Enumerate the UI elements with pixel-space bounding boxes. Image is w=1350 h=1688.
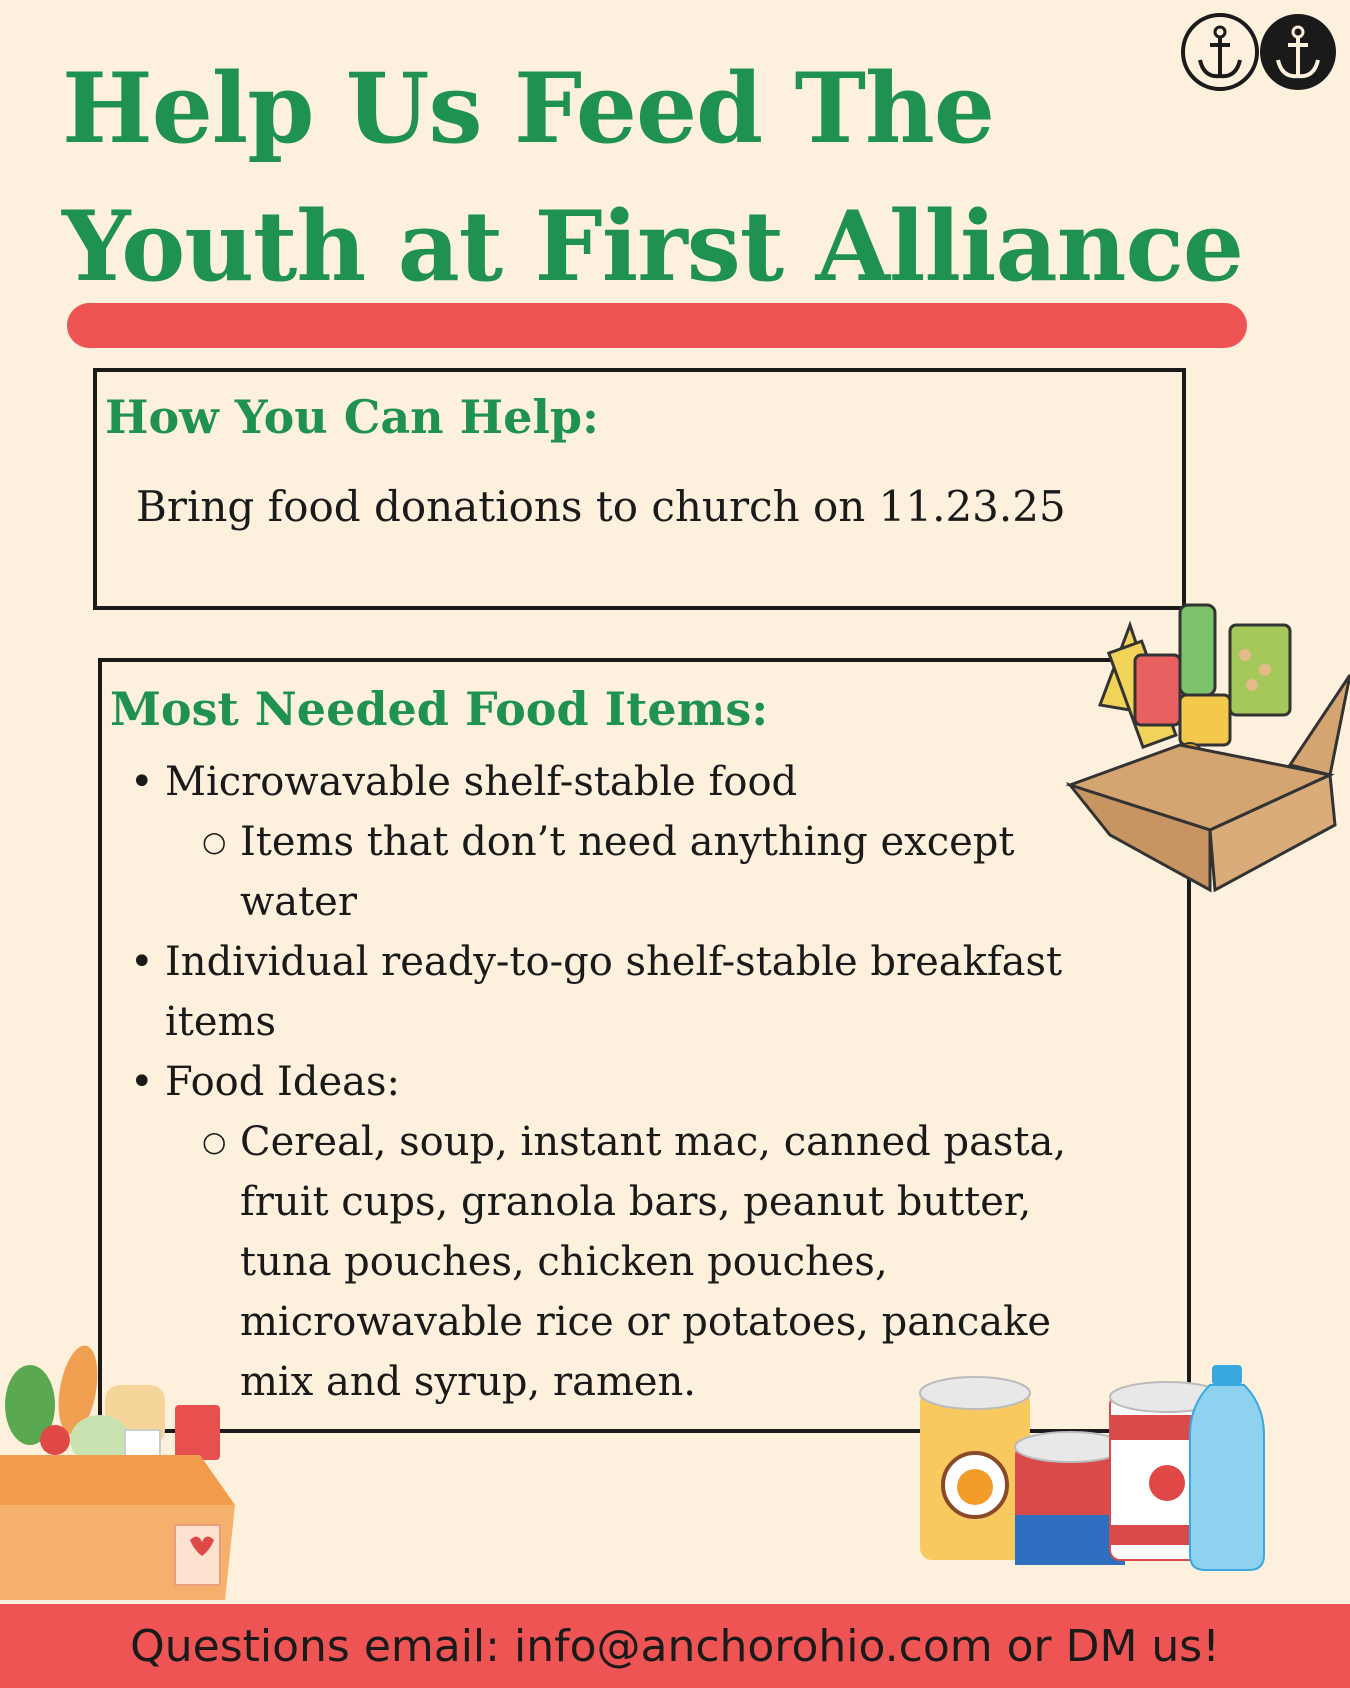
- bullet-icon: •: [130, 939, 154, 985]
- list-subitem-text: Items that don’t need anything except: [240, 819, 1015, 865]
- how-to-help-heading: How You Can Help:: [105, 390, 599, 444]
- list-item-text: Microwavable shelf-stable food: [165, 759, 798, 805]
- circle-bullet-icon: ○: [202, 825, 227, 858]
- list-item-continued: [120, 992, 1120, 1052]
- needed-items-list: [120, 752, 1120, 1412]
- list-subitem-continued: [120, 1232, 1120, 1292]
- list-subitem-text: mix and syrup, ramen.: [240, 1359, 697, 1405]
- list-subitem-continued: [120, 1292, 1120, 1352]
- list-item: [120, 752, 1120, 812]
- list-subitem-text: tuna pouches, chicken pouches,: [240, 1239, 888, 1285]
- list-subitem-text: Cereal, soup, instant mac, canned pasta,: [240, 1119, 1067, 1165]
- title-line-1: Help Us Feed The: [62, 52, 994, 165]
- donation-date-text: Bring food donations to church on 11.23.25: [136, 482, 1066, 531]
- contact-text: Questions email: info@anchorohio.com or DM us!: [130, 1620, 1220, 1672]
- list-item-text: Food Ideas:: [165, 1059, 400, 1105]
- title-line-2: Youth at First Alliance: [62, 190, 1243, 303]
- list-item-text: items: [165, 999, 276, 1045]
- list-subitem: [120, 1112, 1120, 1172]
- bullet-icon: •: [130, 1059, 154, 1105]
- list-subitem-text: water: [240, 879, 357, 925]
- list-item: [120, 932, 1120, 992]
- needed-items-heading: Most Needed Food Items:: [110, 682, 769, 736]
- list-subitem-continued: [120, 1172, 1120, 1232]
- bullet-icon: •: [130, 759, 154, 805]
- list-subitem-text: fruit cups, granola bars, peanut butter,: [240, 1179, 1032, 1225]
- grocery-box-illustration: [1030, 585, 1350, 895]
- list-item-text: Individual ready-to-go shelf-stable breakfast: [165, 939, 1063, 985]
- list-subitem-continued: [120, 872, 1120, 932]
- list-subitem-text: microwavable rice or potatoes, pancake: [240, 1299, 1052, 1345]
- title-divider-bar: [67, 303, 1247, 348]
- list-item: [120, 1052, 1120, 1112]
- circle-bullet-icon: ○: [202, 1125, 227, 1158]
- canned-goods-illustration: [910, 1365, 1290, 1580]
- footer-bar: [0, 1604, 1350, 1688]
- list-subitem: [120, 812, 1120, 872]
- produce-box-illustration: [0, 1345, 260, 1605]
- page-title: [62, 40, 1312, 316]
